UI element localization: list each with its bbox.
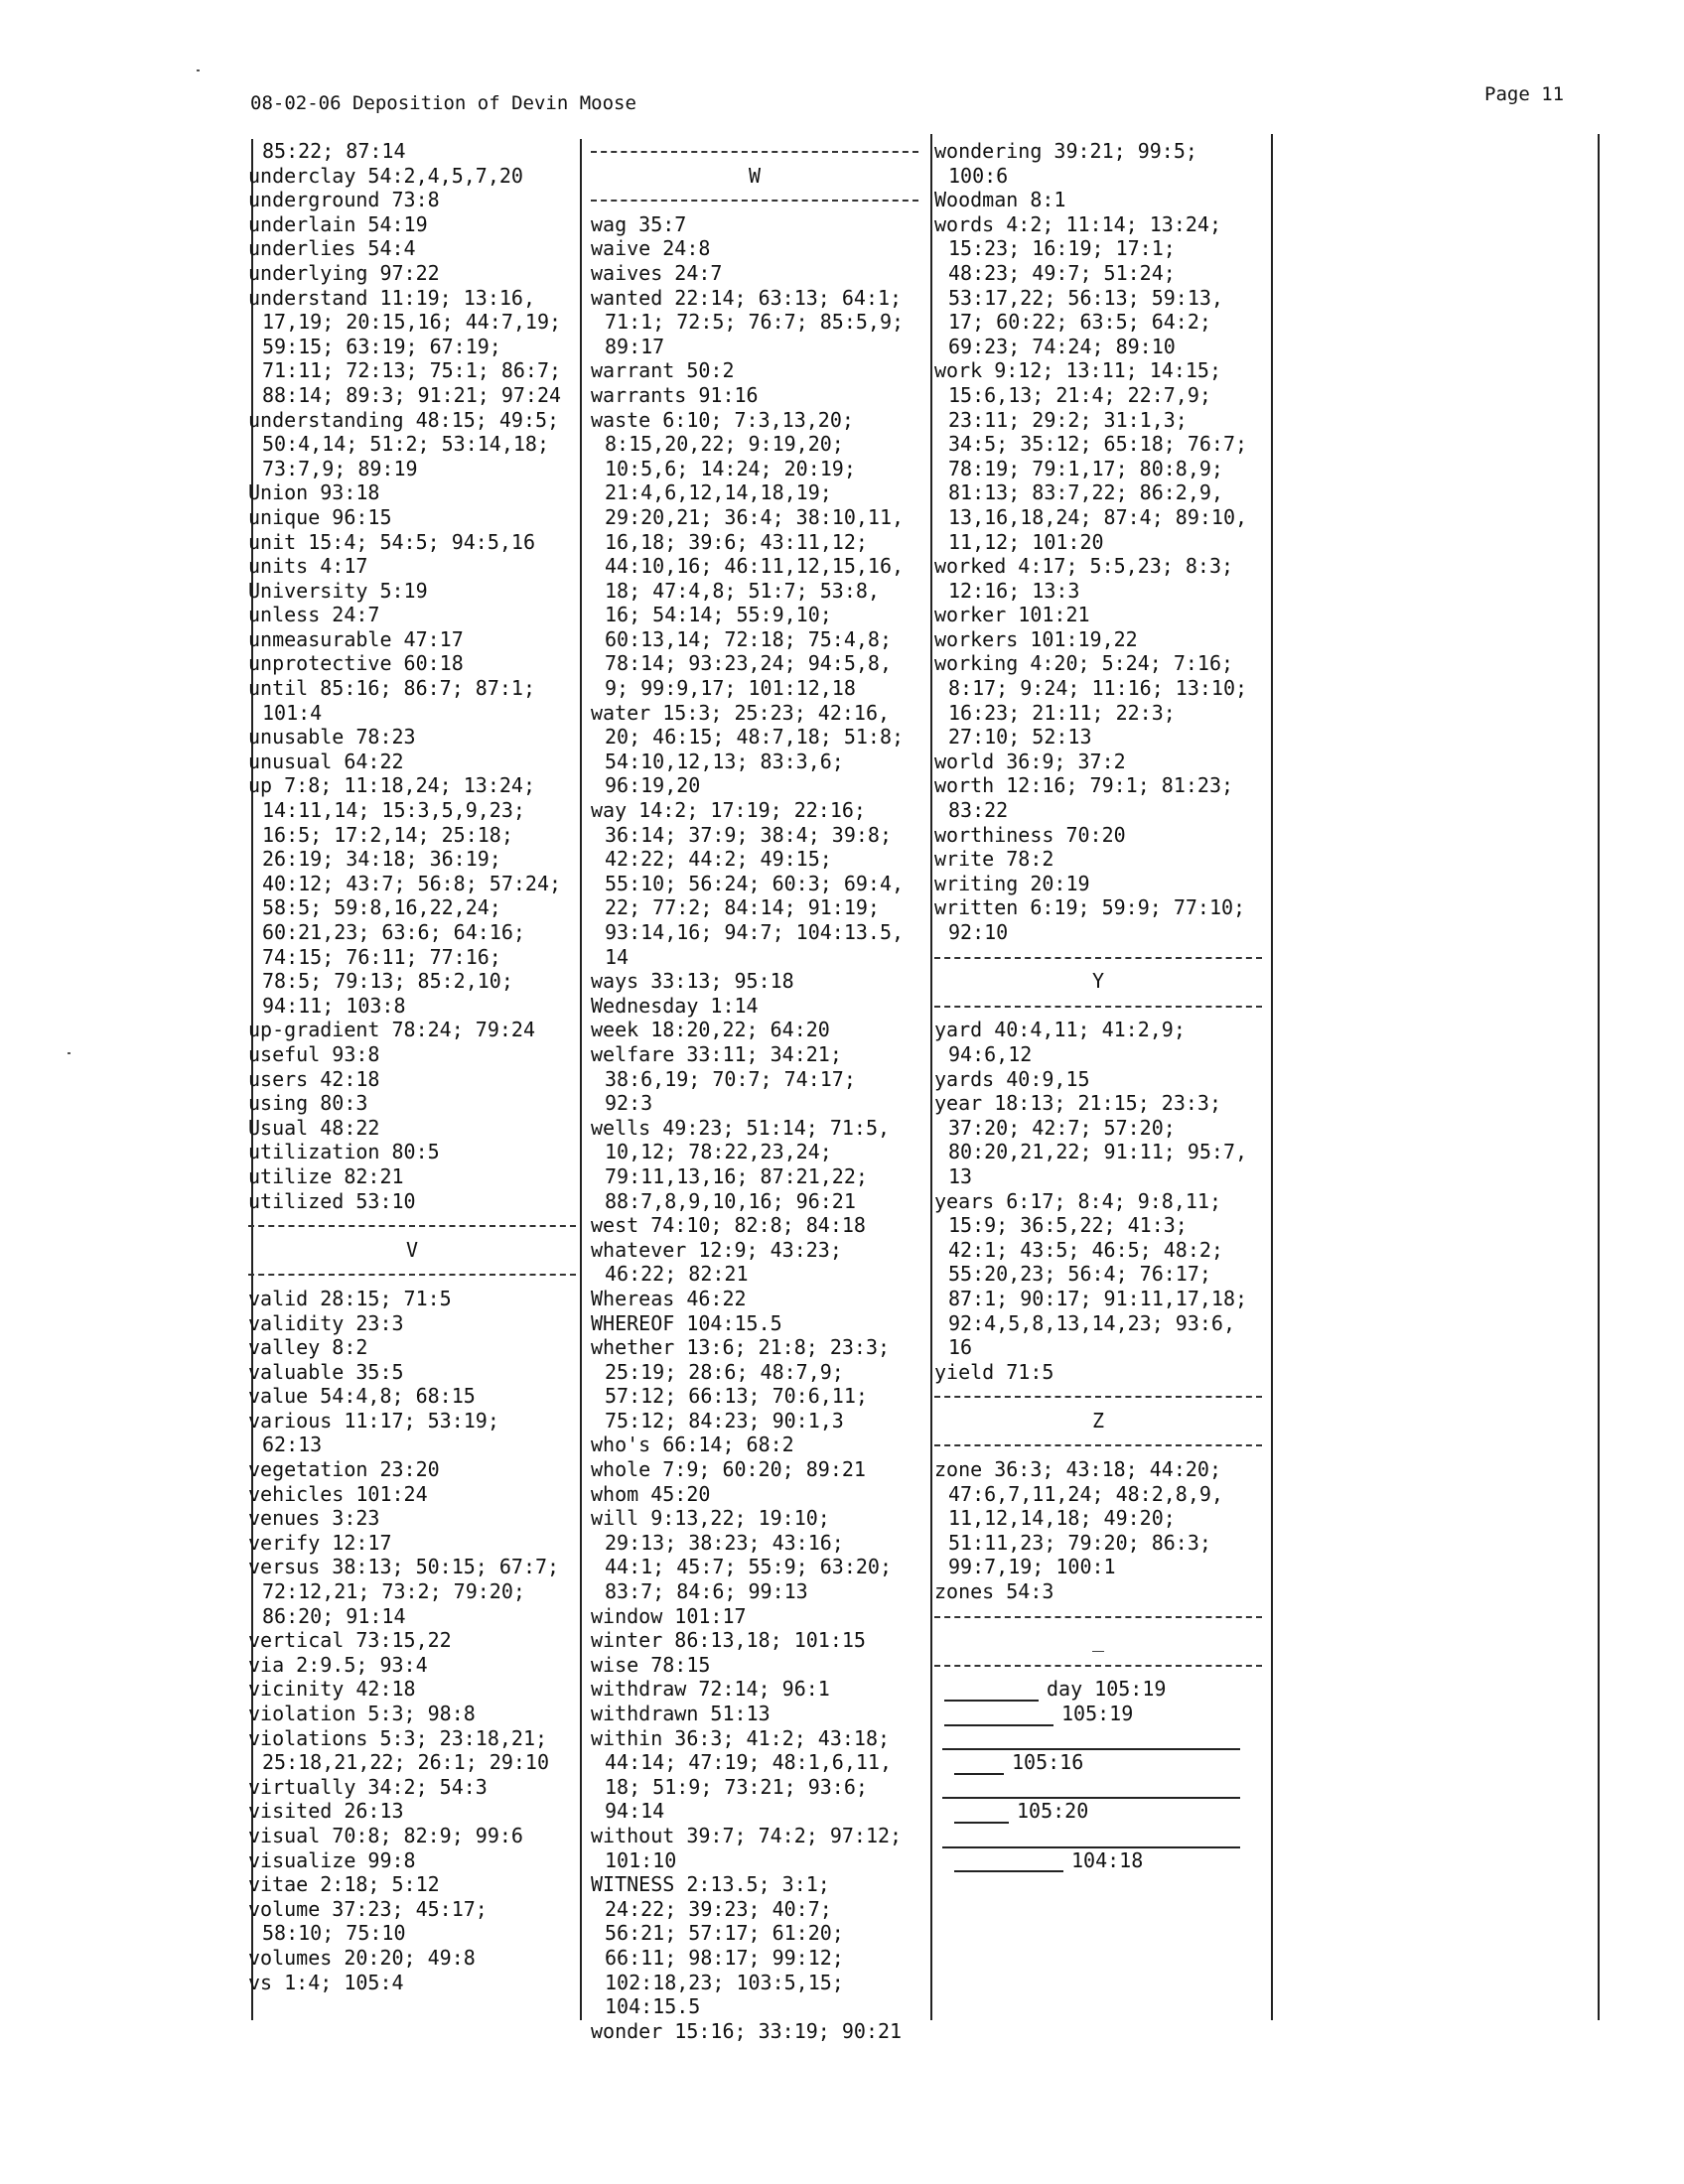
- index-entry: vs 1:4; 105:4: [248, 1970, 404, 1994]
- column-divider-3: [930, 134, 932, 2020]
- index-entry-continuation: 80:20,21,22; 91:11; 95:7,: [948, 1140, 1248, 1164]
- section-separator: [934, 1384, 1262, 1409]
- index-entry: unprotective 60:18: [248, 651, 464, 676]
- index-entry-continuation: 96:19,20: [605, 773, 701, 798]
- index-entry-continuation: 54:10,12,13; 83:3,6;: [605, 749, 844, 773]
- section-separator: [934, 1433, 1262, 1457]
- index-entry-continuation: 29:13; 38:23; 43:16;: [605, 1530, 844, 1555]
- section-letter: _: [1091, 1628, 1105, 1653]
- index-entry: wise 78:15: [591, 1652, 711, 1677]
- index-entry: working 4:20; 5:24; 7:16;: [934, 651, 1234, 676]
- index-entry: way 14:2; 17:19; 22:16;: [591, 798, 866, 823]
- index-entry: underground 73:8: [248, 188, 440, 212]
- blank-line: [944, 1684, 1039, 1702]
- index-entry-continuation: 78:5; 79:13; 85:2,10;: [262, 969, 513, 994]
- blank-line: [954, 1757, 1004, 1775]
- index-entry-continuation: 14: [605, 944, 630, 969]
- index-entry: wag 35:7: [591, 211, 687, 236]
- index-entry: wonder 15:16; 33:19; 90:21: [591, 2018, 903, 2043]
- section-letter: Y: [1091, 969, 1105, 994]
- index-entry: vertical 73:15,22: [248, 1628, 452, 1653]
- index-entry: window 101:17: [591, 1603, 747, 1628]
- index-entry-continuation: 78:14; 93:23,24; 94:5,8,: [605, 651, 892, 676]
- index-entry: Wednesday 1:14: [591, 993, 759, 1018]
- section-separator: [934, 994, 1262, 1019]
- blank-line: [944, 1708, 1053, 1726]
- blank-entry: [934, 1677, 1262, 1702]
- index-entry-continuation: 79:11,13,16; 87:21,22;: [605, 1163, 868, 1188]
- index-entry-continuation: 55:20,23; 56:4; 76:17;: [948, 1262, 1211, 1287]
- index-entry: versus 38:13; 50:15; 67:7;: [248, 1555, 560, 1579]
- index-entry-continuation: 25:19; 28:6; 48:7,9;: [605, 1359, 844, 1384]
- index-entry-continuation: 88:7,8,9,10,16; 96:21: [605, 1188, 856, 1213]
- index-column-2: [591, 139, 918, 2043]
- index-entry: words 4:2; 11:14; 13:24;: [934, 211, 1221, 236]
- index-entry: worked 4:17; 5:5,23; 8:3;: [934, 554, 1234, 579]
- index-entry: up-gradient 78:24; 79:24: [248, 1018, 535, 1042]
- index-entry-continuation: 81:13; 83:7,22; 86:2,9,: [948, 480, 1223, 505]
- blank-entry-ref: 104:18: [1071, 1847, 1144, 1872]
- index-entry-continuation: 69:23; 74:24; 89:10: [948, 334, 1176, 358]
- index-entry-continuation: 44:14; 47:19; 48:1,6,11,: [605, 1750, 892, 1775]
- index-entry-continuation: 20; 46:15; 48:7,18; 51:8;: [605, 725, 905, 750]
- index-entry: west 74:10; 82:8; 84:18: [591, 1213, 866, 1238]
- index-entry-continuation: 104:15.5: [605, 1994, 701, 2019]
- index-entry-continuation: 17; 60:22; 63:5; 64:2;: [948, 310, 1211, 335]
- index-entry-continuation: 21:4,6,12,14,18,19;: [605, 480, 832, 505]
- index-entry-continuation: 92:10: [948, 920, 1009, 944]
- section-letter: V: [405, 1237, 419, 1262]
- index-entry: utilize 82:21: [248, 1163, 404, 1188]
- index-entry: zone 36:3; 43:18; 44:20;: [934, 1457, 1221, 1482]
- index-entry: vehicles 101:24: [248, 1481, 428, 1506]
- index-entry-continuation: 85:22; 87:14: [262, 139, 406, 163]
- page-number: Page 11: [1484, 83, 1565, 105]
- index-entry-continuation: 94:6,12: [948, 1041, 1033, 1066]
- index-entry: WITNESS 2:13.5; 3:1;: [591, 1872, 830, 1897]
- column-divider-5: [1598, 134, 1600, 2020]
- index-entry-continuation: 8:17; 9:24; 11:16; 13:10;: [948, 676, 1248, 701]
- index-entry: workers 101:19,22: [934, 626, 1138, 651]
- index-entry-continuation: 101:4: [262, 700, 323, 725]
- index-entry: various 11:17; 53:19;: [248, 1408, 499, 1433]
- index-entry-continuation: 27:10; 52:13: [948, 725, 1092, 750]
- index-entry-continuation: 62:13: [262, 1433, 323, 1457]
- index-entry: world 36:9; 37:2: [934, 749, 1126, 773]
- index-entry: users 42:18: [248, 1066, 380, 1091]
- index-entry: winter 86:13,18; 101:15: [591, 1628, 866, 1653]
- index-entry-continuation: 101:10: [605, 1847, 677, 1872]
- index-entry: volumes 20:20; 49:8: [248, 1945, 476, 1970]
- section-separator: [591, 139, 918, 164]
- index-entry: years 6:17; 8:4; 9:8,11;: [934, 1188, 1221, 1213]
- index-entry-continuation: 73:7,9; 89:19: [262, 456, 418, 480]
- index-entry: verify 12:17: [248, 1530, 392, 1555]
- index-entry-continuation: 40:12; 43:7; 56:8; 57:24;: [262, 871, 562, 895]
- index-entry: worker 101:21: [934, 603, 1090, 627]
- index-entry: until 85:16; 86:7; 87:1;: [248, 676, 535, 701]
- index-entry-continuation: 38:6,19; 70:7; 74:17;: [605, 1066, 856, 1091]
- index-entry: unique 96:15: [248, 504, 392, 529]
- section-letter: Z: [1091, 1408, 1105, 1433]
- index-entry-continuation: 99:7,19; 100:1: [948, 1555, 1116, 1579]
- index-entry: worthiness 70:20: [934, 822, 1126, 847]
- index-entry-continuation: 72:12,21; 73:2; 79:20;: [262, 1579, 525, 1604]
- index-entry-continuation: 10:5,6; 14:24; 20:19;: [605, 456, 856, 480]
- index-entry: visualize 99:8: [248, 1847, 416, 1872]
- index-entry: yard 40:4,11; 41:2,9;: [934, 1018, 1186, 1042]
- index-entry: Woodman 8:1: [934, 188, 1066, 212]
- signature-rule: [934, 1824, 1262, 1848]
- index-entry-continuation: 83:22: [948, 798, 1009, 823]
- index-entry: without 39:7; 74:2; 97:12;: [591, 1823, 903, 1847]
- index-entry: value 54:4,8; 68:15: [248, 1384, 476, 1409]
- index-entry-continuation: 29:20,21; 36:4; 38:10,11,: [605, 504, 905, 529]
- index-entry-continuation: 15:9; 36:5,22; 41:3;: [948, 1213, 1188, 1238]
- index-entry: vicinity 42:18: [248, 1677, 416, 1702]
- index-entry-continuation: 74:15; 76:11; 77:16;: [262, 944, 501, 969]
- index-entry: University 5:19: [248, 578, 428, 603]
- index-entry-continuation: 100:6: [948, 163, 1009, 188]
- index-entry-continuation: 88:14; 89:3; 91:21; 97:24: [262, 382, 562, 407]
- index-entry: underlying 97:22: [248, 260, 440, 285]
- index-entry-continuation: 23:11; 29:2; 31:1,3;: [948, 407, 1188, 432]
- index-entry: unusual 64:22: [248, 749, 404, 773]
- section-separator: [591, 188, 918, 212]
- index-entry: worth 12:16; 79:1; 81:23;: [934, 773, 1234, 798]
- index-entry: understanding 48:15; 49:5;: [248, 407, 560, 432]
- index-entry-continuation: 11,12,14,18; 49:20;: [948, 1506, 1176, 1531]
- index-entry: wells 49:23; 51:14; 71:5,: [591, 1115, 891, 1140]
- index-entry-continuation: 16:5; 17:2,14; 25:18;: [262, 822, 513, 847]
- index-entry-continuation: 87:1; 90:17; 91:11,17,18;: [948, 1286, 1248, 1310]
- index-entry: visual 70:8; 82:9; 99:6: [248, 1823, 523, 1847]
- index-entry-continuation: 83:7; 84:6; 99:13: [605, 1579, 808, 1604]
- index-entry: underclay 54:2,4,5,7,20: [248, 163, 523, 188]
- blank-line: [954, 1854, 1063, 1872]
- index-entry-continuation: 37:20; 42:7; 57:20;: [948, 1115, 1176, 1140]
- index-entry: vegetation 23:20: [248, 1457, 440, 1482]
- index-entry: unit 15:4; 54:5; 94:5,16: [248, 529, 535, 554]
- index-entry-continuation: 13,16,18,24; 87:4; 89:10,: [948, 504, 1248, 529]
- index-entry: valuable 35:5: [248, 1359, 404, 1384]
- index-entry: Usual 48:22: [248, 1115, 380, 1140]
- index-entry-continuation: 44:10,16; 46:11,12,15,16,: [605, 554, 905, 579]
- index-entry-continuation: 8:15,20,22; 9:19,20;: [605, 432, 844, 457]
- index-entry: yield 71:5: [934, 1359, 1054, 1384]
- blank-entry-ref: 105:19: [1061, 1702, 1134, 1725]
- index-entry-continuation: 59:15; 63:19; 67:19;: [262, 334, 501, 358]
- index-entry: waive 24:8: [591, 236, 711, 261]
- index-entry-continuation: 60:13,14; 72:18; 75:4,8;: [605, 626, 892, 651]
- index-entry: withdrawn 51:13: [591, 1702, 771, 1725]
- column-divider-2: [580, 139, 582, 2020]
- column-divider-4: [1271, 134, 1273, 2020]
- index-entry: via 2:9.5; 93:4: [248, 1652, 428, 1677]
- index-entry: zones 54:3: [934, 1579, 1054, 1604]
- index-entry-continuation: 66:11; 98:17; 99:12;: [605, 1945, 844, 1970]
- index-entry-continuation: 42:22; 44:2; 49:15;: [605, 847, 832, 872]
- index-entry: written 6:19; 59:9; 77:10;: [934, 895, 1246, 920]
- index-entry-continuation: 10,12; 78:22,23,24;: [605, 1140, 832, 1164]
- index-entry-continuation: 34:5; 35:12; 65:18; 76:7;: [948, 432, 1248, 457]
- index-entry-continuation: 89:17: [605, 334, 665, 358]
- section-separator: [934, 945, 1262, 970]
- blank-entry: [934, 1750, 1262, 1775]
- index-entry-continuation: 16: [948, 1335, 973, 1360]
- index-entry: waste 6:10; 7:3,13,20;: [591, 407, 854, 432]
- index-entry-continuation: 14:11,14; 15:3,5,9,23;: [262, 798, 525, 823]
- index-entry: ways 33:13; 95:18: [591, 969, 794, 994]
- index-entry-continuation: 57:12; 66:13; 70:6,11;: [605, 1384, 868, 1409]
- index-entry-continuation: 58:5; 59:8,16,22,24;: [262, 895, 501, 920]
- index-entry-continuation: 48:23; 49:7; 51:24;: [948, 260, 1176, 285]
- signature-rule: [934, 1775, 1262, 1800]
- blank-entry-ref: day 105:19: [1047, 1677, 1167, 1702]
- section-separator: [934, 1653, 1262, 1678]
- index-entry-continuation: 94:14: [605, 1799, 665, 1824]
- index-entry-continuation: 9; 99:9,17; 101:12,18: [605, 676, 856, 701]
- index-entry: underlain 54:19: [248, 211, 428, 236]
- index-entry: up 7:8; 11:18,24; 13:24;: [248, 773, 535, 798]
- index-entry: violation 5:3; 98:8: [248, 1702, 476, 1725]
- index-entry: utilized 53:10: [248, 1188, 416, 1213]
- index-entry-continuation: 92:3: [605, 1091, 653, 1116]
- index-entry: wanted 22:14; 63:13; 64:1;: [591, 285, 903, 310]
- index-entry-continuation: 18; 51:9; 73:21; 93:6;: [605, 1774, 868, 1799]
- index-entry-continuation: 26:19; 34:18; 36:19;: [262, 847, 501, 872]
- index-entry-continuation: 75:12; 84:23; 90:1,3: [605, 1408, 844, 1433]
- index-entry: waives 24:7: [591, 260, 723, 285]
- section-separator: [248, 1262, 576, 1287]
- index-entry: whom 45:20: [591, 1481, 711, 1506]
- index-entry-continuation: 71:1; 72:5; 76:7; 85:5,9;: [605, 310, 905, 335]
- index-entry: withdraw 72:14; 96:1: [591, 1677, 830, 1702]
- index-entry: unless 24:7: [248, 603, 380, 627]
- index-entry: whether 13:6; 21:8; 23:3;: [591, 1335, 891, 1360]
- index-entry-continuation: 55:10; 56:24; 60:3; 69:4,: [605, 871, 905, 895]
- index-entry-continuation: 15:6,13; 21:4; 22:7,9;: [948, 382, 1211, 407]
- index-entry-continuation: 56:21; 57:17; 61:20;: [605, 1921, 844, 1946]
- index-entry: Union 93:18: [248, 480, 380, 505]
- index-entry: WHEREOF 104:15.5: [591, 1310, 782, 1335]
- scan-speck: [197, 69, 200, 71]
- index-entry-continuation: 16:23; 21:11; 22:3;: [948, 700, 1176, 725]
- index-entry-continuation: 12:16; 13:3: [948, 578, 1080, 603]
- signature-rule: [934, 1726, 1262, 1751]
- index-entry: units 4:17: [248, 554, 368, 579]
- index-entry: welfare 33:11; 34:21;: [591, 1041, 842, 1066]
- blank-line: [954, 1806, 1009, 1824]
- index-entry: validity 23:3: [248, 1310, 404, 1335]
- index-entry-continuation: 18; 47:4,8; 51:7; 53:8,: [605, 578, 880, 603]
- index-entry: volume 37:23; 45:17;: [248, 1896, 488, 1921]
- index-entry: unusable 78:23: [248, 725, 416, 750]
- index-column-3: [934, 139, 1262, 1872]
- section-letter: W: [748, 163, 762, 188]
- index-entry: wondering 39:21; 99:5;: [934, 139, 1197, 163]
- index-entry-continuation: 22; 77:2; 84:14; 91:19;: [605, 895, 880, 920]
- index-entry-continuation: 15:23; 16:19; 17:1;: [948, 236, 1176, 261]
- blank-entry: [934, 1799, 1262, 1824]
- index-entry-continuation: 58:10; 75:10: [262, 1921, 406, 1946]
- index-column-1: [248, 139, 576, 1994]
- index-entry: yards 40:9,15: [934, 1066, 1090, 1091]
- index-entry-continuation: 44:1; 45:7; 55:9; 63:20;: [605, 1555, 892, 1579]
- blank-entry-ref: 105:16: [1012, 1750, 1084, 1775]
- index-entry-continuation: 47:6,7,11,24; 48:2,8,9,: [948, 1481, 1223, 1506]
- index-entry: unmeasurable 47:17: [248, 626, 464, 651]
- index-entry: warrants 91:16: [591, 382, 759, 407]
- index-entry: who's 66:14; 68:2: [591, 1433, 794, 1457]
- index-entry: utilization 80:5: [248, 1140, 440, 1164]
- index-entry-continuation: 71:11; 72:13; 75:1; 86:7;: [262, 358, 562, 383]
- index-entry-continuation: 93:14,16; 94:7; 104:13.5,: [605, 920, 905, 944]
- document-title: 08-02-06 Deposition of Devin Moose: [250, 92, 636, 114]
- index-entry-continuation: 16; 54:14; 55:9,10;: [605, 603, 832, 627]
- index-entry: year 18:13; 21:15; 23:3;: [934, 1091, 1221, 1116]
- index-entry-continuation: 24:22; 39:23; 40:7;: [605, 1896, 832, 1921]
- index-entry: useful 93:8: [248, 1041, 380, 1066]
- scan-speck: [68, 1052, 70, 1054]
- index-entry: valid 28:15; 71:5: [248, 1286, 452, 1310]
- index-entry-continuation: 94:11; 103:8: [262, 993, 406, 1018]
- index-entry: valley 8:2: [248, 1335, 368, 1360]
- blank-entry: [934, 1848, 1262, 1873]
- index-entry: venues 3:23: [248, 1506, 380, 1531]
- index-entry: using 80:3: [248, 1091, 368, 1116]
- index-entry: work 9:12; 13:11; 14:15;: [934, 358, 1221, 383]
- index-entry-continuation: 92:4,5,8,13,14,23; 93:6,: [948, 1310, 1235, 1335]
- index-entry-continuation: 60:21,23; 63:6; 64:16;: [262, 920, 525, 944]
- index-entry: warrant 50:2: [591, 358, 735, 383]
- index-entry: vitae 2:18; 5:12: [248, 1872, 440, 1897]
- index-entry: water 15:3; 25:23; 42:16,: [591, 700, 891, 725]
- index-entry: will 9:13,22; 19:10;: [591, 1506, 830, 1531]
- index-entry-continuation: 11,12; 101:20: [948, 529, 1104, 554]
- index-entry-continuation: 51:11,23; 79:20; 86:3;: [948, 1530, 1211, 1555]
- index-entry-continuation: 86:20; 91:14: [262, 1603, 406, 1628]
- index-entry-continuation: 50:4,14; 51:2; 53:14,18;: [262, 432, 549, 457]
- index-entry-continuation: 36:14; 37:9; 38:4; 39:8;: [605, 822, 892, 847]
- index-entry: whole 7:9; 60:20; 89:21: [591, 1457, 866, 1482]
- blank-entry: [934, 1702, 1262, 1726]
- index-entry-continuation: 42:1; 43:5; 46:5; 48:2;: [948, 1237, 1223, 1262]
- index-entry: visited 26:13: [248, 1799, 404, 1824]
- index-entry: underlies 54:4: [248, 236, 416, 261]
- index-entry: week 18:20,22; 64:20: [591, 1018, 830, 1042]
- index-entry-continuation: 13: [948, 1163, 973, 1188]
- index-entry-continuation: 17,19; 20:15,16; 44:7,19;: [262, 310, 562, 335]
- index-entry: writing 20:19: [934, 871, 1090, 895]
- index-entry: understand 11:19; 13:16,: [248, 285, 535, 310]
- section-separator: [248, 1213, 576, 1238]
- index-entry: Whereas 46:22: [591, 1286, 747, 1310]
- index-entry-continuation: 53:17,22; 56:13; 59:13,: [948, 285, 1223, 310]
- index-entry-continuation: 78:19; 79:1,17; 80:8,9;: [948, 456, 1223, 480]
- index-entry: write 78:2: [934, 847, 1054, 872]
- index-entry: within 36:3; 41:2; 43:18;: [591, 1725, 891, 1750]
- index-entry-continuation: 102:18,23; 103:5,15;: [605, 1970, 844, 1994]
- index-entry-continuation: 46:22; 82:21: [605, 1262, 749, 1287]
- index-entry: whatever 12:9; 43:23;: [591, 1237, 842, 1262]
- index-entry-continuation: 16,18; 39:6; 43:11,12;: [605, 529, 868, 554]
- index-entry: virtually 34:2; 54:3: [248, 1774, 488, 1799]
- index-entry-continuation: 25:18,21,22; 26:1; 29:10: [262, 1750, 549, 1775]
- blank-entry-ref: 105:20: [1017, 1799, 1089, 1824]
- section-separator: [934, 1604, 1262, 1629]
- index-entry: violations 5:3; 23:18,21;: [248, 1725, 548, 1750]
